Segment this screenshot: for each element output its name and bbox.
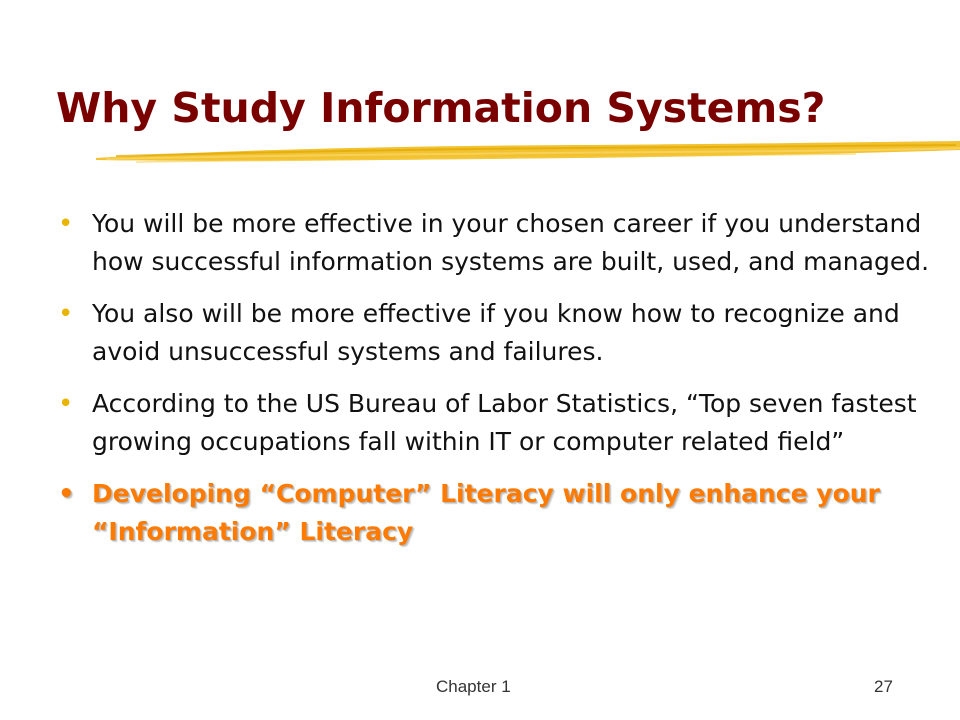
bullet-dot: • xyxy=(58,299,74,329)
bullet-text: You also will be more effective if you know how to recognize and avoid unsuccessful systems and failures. xyxy=(92,299,900,366)
bullet-item xyxy=(58,295,938,371)
footer-page-number: 27 xyxy=(874,677,893,696)
bullet-text: You will be more effective in your chosen career if you understand how successful information systems are built, used, and managed. xyxy=(92,209,930,276)
bullet-dot: • xyxy=(58,209,74,239)
bullet-text: Developing “Computer” Literacy will only enhance your “Information” Literacy xyxy=(92,479,880,546)
footer-chapter: Chapter 1 xyxy=(436,677,511,696)
bullet-dot: • xyxy=(58,389,74,419)
bullet-dot: • xyxy=(58,479,75,509)
bullet-item xyxy=(58,385,938,461)
title-underline-brushstroke xyxy=(96,136,960,176)
bullet-item-highlight xyxy=(58,475,938,551)
bullet-item xyxy=(58,205,938,281)
bullet-text: According to the US Bureau of Labor Statistics, “Top seven fastest growing occupations fall within IT or computer related field” xyxy=(92,389,917,456)
bullet-list xyxy=(58,205,938,565)
slide-title: Why Study Information Systems? xyxy=(56,84,826,132)
